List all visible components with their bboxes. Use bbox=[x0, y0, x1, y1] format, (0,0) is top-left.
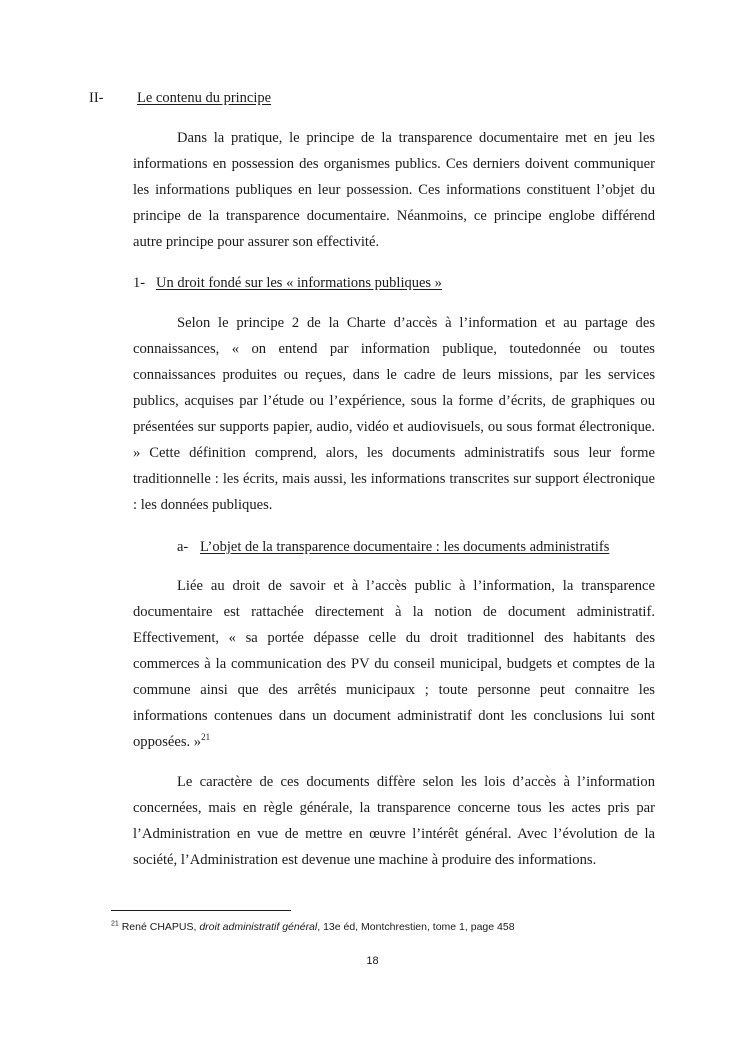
paragraph-4-text: Le caractère de ces documents diffère selon les lois d’accès à l’information concernées, mais en règle générale, la transparence concerne tous les actes pris par l’Administration en vue de mettre en œuvre l’intérêt général. Avec l’évolution de la société, l’Administration est devenue une machine à produire des informations. bbox=[133, 774, 655, 868]
subsection-1-number: 1- bbox=[133, 275, 146, 291]
footnote-number: 21 bbox=[111, 920, 119, 928]
footnote-separator bbox=[111, 910, 291, 911]
section-number: II- bbox=[89, 90, 104, 106]
subsection-a-number: a- bbox=[177, 539, 189, 555]
paragraph-4 bbox=[133, 769, 655, 873]
paragraph-3 bbox=[133, 573, 655, 755]
paragraph-1-text: Dans la pratique, le principe de la transparence documentaire met en jeu les informations en possession des organismes publics. Ces derniers doivent communiquer les informations publiques en leur possession. Ces informations constituent l’objet du principe de la transparence documentaire. Néanmoins, ce principe englobe différend autre principe pour assurer son effectivité. bbox=[133, 130, 655, 250]
footnote-reference[interactable]: 21 bbox=[201, 732, 211, 743]
footnote-title: droit administratif général bbox=[199, 921, 318, 933]
paragraph-3-text: Liée au droit de savoir et à l’accès public à l’information, la transparence documentaire est rattachée directement à la notion de document administratif. Effectivement, « sa portée dépasse celle du droit traditionnel des habitants des commerces à la communication des PV du conseil municipal, budgets et comptes de la commune ainsi que des arrêtés municipaux ; toute personne peut connaitre les informations contenues dans un document administratif dont les conclusions lui sont opposées. » bbox=[133, 578, 655, 750]
paragraph-2 bbox=[133, 310, 655, 518]
footnote-details: , 13e éd, Montchrestien, tome 1, page 458 bbox=[317, 921, 515, 933]
section-title: Le contenu du principe bbox=[137, 90, 272, 106]
page-number: 18 bbox=[366, 955, 379, 967]
subsection-1-title: Un droit fondé sur les « informations publiques » bbox=[156, 275, 442, 291]
footnote-author: René CHAPUS, bbox=[121, 921, 197, 933]
footnote bbox=[111, 920, 515, 934]
paragraph-2-text: Selon le principe 2 de la Charte d’accès à l’information et au partage des connaissances, « on entend par information publique, toutedonnée ou toutes connaissances produites ou reçues, dans le cadre de leurs missions, par les services publics, acquises par l’étude ou l’expérience, sous la forme d’écrits, de graphiques ou présentées sur supports papier, audio, vidéo et audiovisuels, ou sous format électronique. » Cette définition comprend, alors, les documents administratifs sous leur forme traditionnelle : les écrits, mais aussi, les informations transcrites sur support électronique : les données publiques. bbox=[133, 315, 655, 513]
paragraph-1 bbox=[133, 125, 655, 255]
subsection-a-title: L’objet de la transparence documentaire : les documents administratifs bbox=[200, 539, 610, 555]
